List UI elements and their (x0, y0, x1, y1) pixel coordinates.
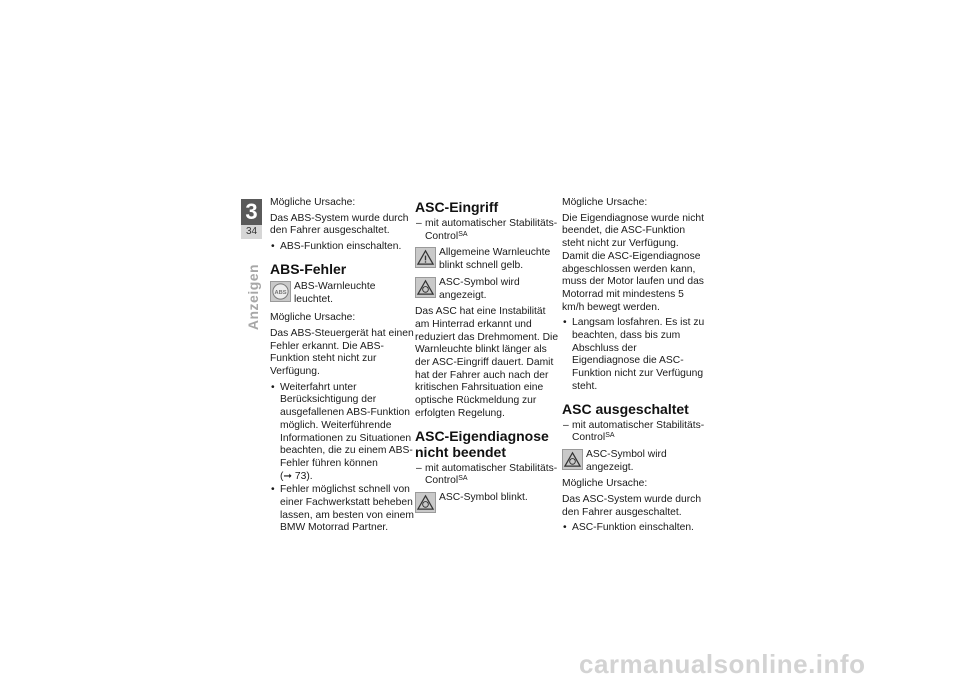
icon-description: ASC-Symbol wird angezeigt. (586, 448, 667, 473)
cause-label: Mögliche Ursache: (270, 312, 356, 324)
cause-label: Mögliche Ursache: (562, 197, 648, 208)
icon-row (270, 281, 415, 306)
cause-label: Mögliche Ursache: (562, 478, 648, 490)
icon-row (415, 492, 560, 517)
chapter-number: 3 (241, 199, 262, 225)
page-reference-link[interactable]: (➞ 73). (280, 470, 313, 482)
icon-description: ABS-Warnleuchte leuchtet. (294, 280, 376, 305)
bullet-list (562, 317, 707, 393)
page-number: 34 (241, 225, 262, 239)
icon-row (415, 277, 560, 302)
section-heading-asc-eigendiagnose: ASC-Eigendiagnose nicht beendet (415, 427, 549, 460)
list-item: • ASC-Funktion einschalten. (562, 522, 707, 535)
bullet-list (562, 522, 707, 535)
icon-description: ASC-Symbol wird angezeigt. (439, 276, 520, 301)
sa-marker: SA (605, 432, 615, 440)
abs-warning-icon (270, 281, 291, 302)
svg-text:ABS: ABS (274, 289, 287, 296)
general-warning-icon (415, 247, 436, 268)
sa-marker: SA (458, 475, 468, 483)
icon-row (415, 247, 560, 272)
section-heading-asc-eingriff: ASC-Eingriff (415, 199, 499, 215)
list-item-text: Weiterfahrt unter Berücksichtigung der ausgefallenen ABS-Funktion möglich. Weiterführende Informationen zu Situationen beachten, die zu einem ABS-Fehler führen können (280, 381, 413, 469)
list-item: • Langsam losfahren. Es ist zu beachten, dass bis zum Abschluss der Eigendiagnose die ASC-Funktion nicht zur Verfügung steht. (562, 317, 707, 393)
dash-list (562, 420, 707, 445)
list-item (562, 420, 707, 445)
cause-label: Mögliche Ursache: (270, 197, 356, 208)
list-item (415, 218, 560, 243)
chapter-tab (241, 199, 262, 239)
dash-list (415, 218, 560, 243)
column-1 (270, 197, 415, 538)
list-item: • ABS-Funktion einschalten. (270, 241, 415, 254)
chapter-title: Anzeigen (245, 263, 261, 331)
column-2 (415, 197, 560, 521)
watermark: carmanualsonline.info (579, 649, 866, 679)
list-item: • Fehler möglichst schnell von einer Fachwerkstatt beheben lassen, am besten von einem BMW Motorrad Partner. (270, 484, 415, 535)
bullet-list (270, 241, 415, 254)
asc-symbol-icon (562, 449, 583, 470)
column-3 (562, 197, 707, 538)
icon-description: ASC-Symbol blinkt. (439, 491, 528, 503)
list-item-text: mit automatischer Stabilitäts-Control (425, 462, 558, 487)
section-heading-abs-fehler: ABS-Fehler (270, 260, 347, 277)
asc-symbol-icon (415, 492, 436, 513)
section-heading-asc-ausgeschaltet: ASC ausgeschaltet (562, 400, 689, 417)
paragraph: Das ABS-Steuergerät hat einen Fehler erkannt. Die ABS-Funktion steht nicht zur Verfügung. (270, 327, 414, 378)
list-item-text: mit automatischer Stabilitäts-Control (572, 419, 705, 444)
sa-marker: SA (458, 230, 468, 238)
paragraph: Das ASC-System wurde durch den Fahrer ausgeschaltet. (562, 494, 702, 518)
paragraph: Die Eigendiagnose wurde nicht beendet, die ASC-Funktion steht nicht zur Verfügung. Damit die ASC-Eigendiagnose abgeschlossen werden kann, muss der Motor laufen und das Motorrad mit mindestens 5 km/h bewegt werden. (562, 212, 704, 313)
asc-symbol-icon (415, 277, 436, 298)
list-item (270, 382, 415, 484)
list-item-text: mit automatischer Stabilitäts-Control (425, 218, 558, 242)
dash-list (415, 463, 560, 488)
bullet-list (270, 382, 415, 535)
icon-row (562, 449, 707, 474)
icon-description: Allgemeine Warnleuchte blinkt schnell gelb. (439, 247, 551, 272)
list-item (415, 463, 560, 488)
paragraph: Das ABS-System wurde durch den Fahrer ausgeschaltet. (270, 212, 409, 237)
paragraph: Das ASC hat eine Instabilität am Hinterrad erkannt und reduziert das Drehmoment. Die Warnleuchte blinkt länger als der ASC-Eingriff dauert. Damit hat der Fahrer auch nach der kritischen Fahrsituation eine optische Rückmeldung zur erfolgten Regelung. (415, 306, 559, 419)
